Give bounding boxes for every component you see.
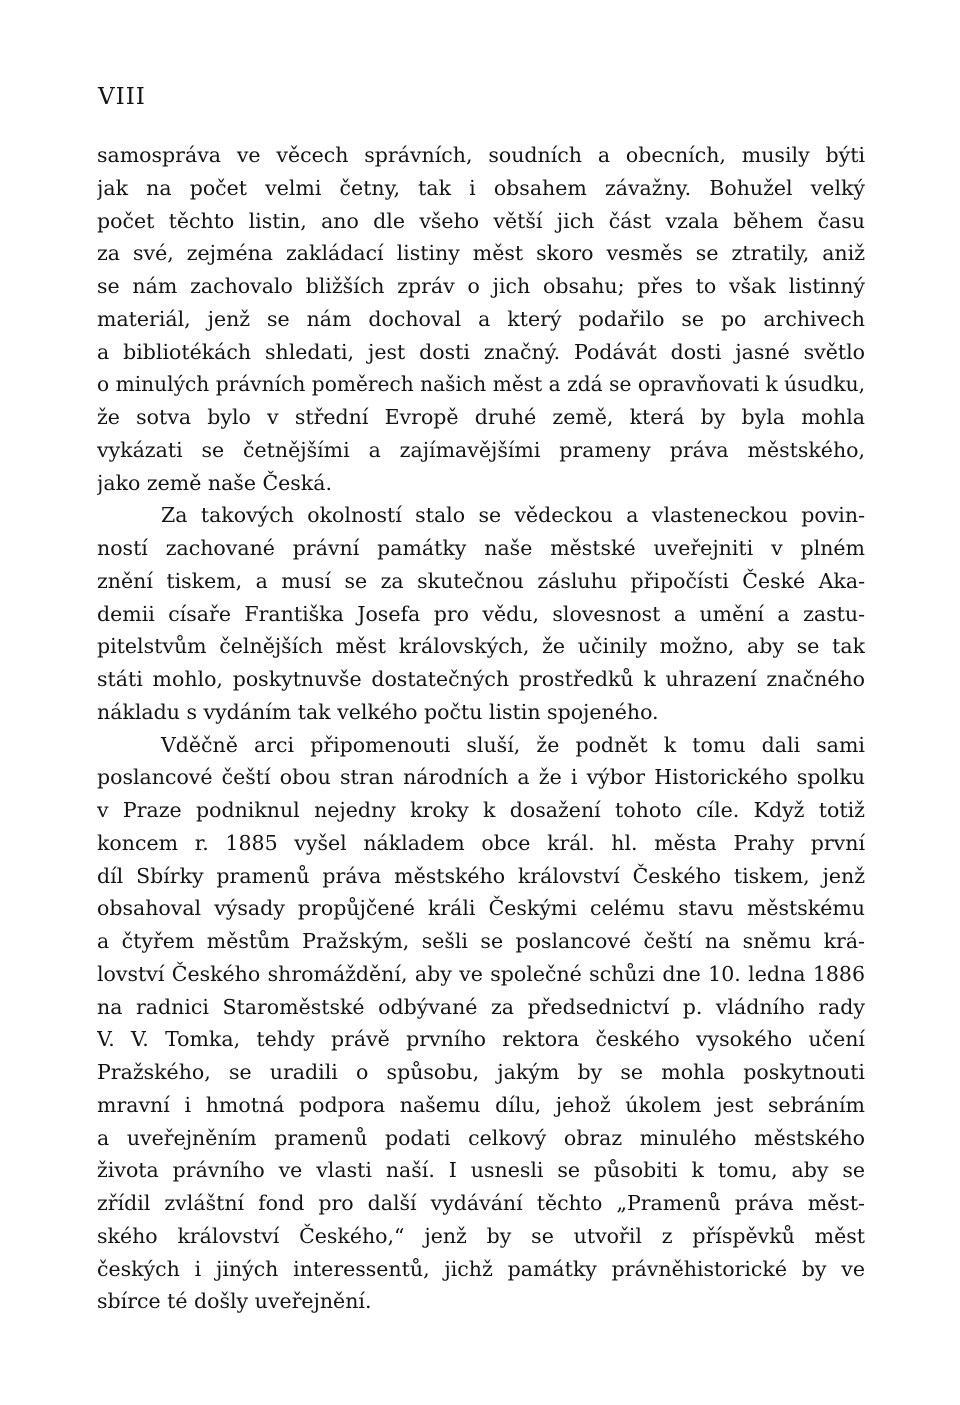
text-line: pitelstvům čelnějších měst královských, že učinily možno, aby se tak [97,634,865,659]
text-line: a uveřejněním pramenů podati celkový obraz minulého městského [97,1125,865,1150]
paragraph [97,139,865,499]
text-line: lovství Českého shromáždění, aby ve společné schůzi dne 10. ledna 1886 [97,961,865,986]
text-line: ností zachované právní památky naše městské uveřejniti v plném [97,536,865,560]
text-line: demii císaře Františka Josefa pro vědu, slovesnost a umění a zastu- [97,601,865,626]
text-line: samospráva ve věcech správních, soudních a obecních, musily býti [97,143,865,167]
text-line: na radnici Staroměstské odbývané za předsednictví p. vládního rady [97,994,865,1019]
body-text [97,139,865,1318]
text-line: Pražského, se uradili o spůsobu, jakým by se mohla poskytnouti [97,1060,865,1084]
text-line: Za takových okolností stalo se vědeckou a vlasteneckou povin- [161,503,865,528]
text-line: díl Sbírky pramenů práva městského království Českého tiskem, jenž [97,863,865,888]
text-line: českých i jiných interessentů, jichž památky právněhistorické by ve [97,1256,865,1281]
text-line: života právního ve vlasti naší. I usnesli se působiti k tomu, aby se [97,1158,865,1183]
text-line: materiál, jenž se nám dochoval a který podařilo se po archivech [97,306,865,331]
text-line: poslancové čeští obou stran národních a že i výbor Historického spolku [97,765,865,790]
paragraph [97,499,865,728]
text-line: vykázati se četnějšími a zajímavějšími prameny práva městského, [97,437,865,462]
text-line: jak na počet velmi četny, tak i obsahem závažny. Bohužel velký [97,175,865,200]
paragraph [97,729,865,1319]
text-line: v Praze podniknul nejedny kroky k dosažení tohoto cíle. Když totiž [97,798,865,822]
text-line: státi mohlo, poskytnuvše dostatečných prostředků k uhrazení značného [97,667,865,691]
text-line: počet těchto listin, ano dle všeho větší jich část vzala během času [97,208,865,233]
text-line: obsahoval výsady propůjčené králi Českými celému stavu městskému [97,896,865,921]
text-line: V. V. Tomka, tehdy právě prvního rektora českého vysokého učení [97,1027,865,1052]
text-line: a bibliotékách shledati, jest dosti značný. Podávát dosti jasné světlo [97,339,865,364]
text-line: o minulých právních poměrech našich měst a zdá se opravňovati k úsudku, [97,372,865,397]
text-line: koncem r. 1885 vyšel nákladem obce král. hl. města Prahy první [97,830,865,855]
text-line: a čtyřem městům Pražským, sešli se poslancové čeští na sněmu krá- [97,929,865,953]
text-line: Vděčně arci připomenouti sluší, že podnět k tomu dali sami [161,732,865,757]
text-line: ského království Českého,“ jenž by se utvořil z příspěvků měst [97,1223,865,1248]
text-line: sbírce té došly uveřejnění. [97,1289,372,1314]
text-line: že sotva bylo v střední Evropě druhé země, která by byla mohla [97,405,865,429]
text-line: za své, zejména zakládací listiny měst skoro vesměs se ztratily, aniž [97,241,865,266]
text-line: nákladu s vydáním tak velkého počtu listin spojeného. [97,699,659,724]
text-line: znění tiskem, a musí se za skutečnou zásluhu připočísti České Aka- [97,568,865,593]
text-line: mravní i hmotná podpora našemu dílu, jehož úkolem jest sebráním [97,1092,865,1117]
page-number: VIII [98,84,146,110]
text-line: zřídil zvláštní fond pro další vydávání těchto „Pramenů práva měst- [97,1191,865,1215]
text-line: se nám zachovalo bližších zpráv o jich obsahu; přes to však listinný [97,274,865,298]
text-line: jako země naše Česká. [97,470,332,495]
